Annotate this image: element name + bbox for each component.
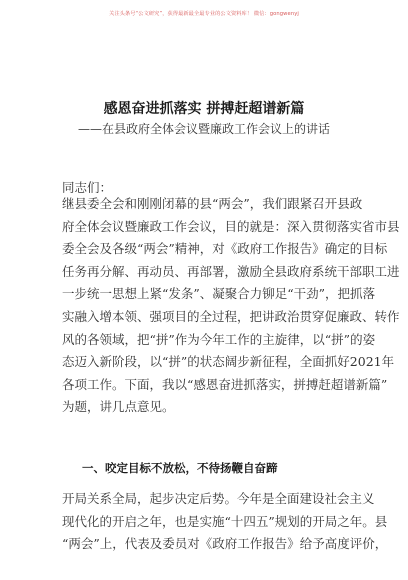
- paragraph-intro: [62, 193, 400, 419]
- document-subtitle: ——在县政府全体会议暨廉政工作会议上的讲话: [77, 122, 330, 136]
- document-title: 感恩奋进抓落实 拼搏赶超谱新篇: [103, 101, 305, 117]
- paragraph-line: 委全会及各级“两会”精神，对《政府工作报告》确定的目标: [62, 241, 388, 257]
- section-heading-1: 一、咬定目标不放松，不待扬鞭自奋蹄: [82, 461, 278, 475]
- paragraph-line: 府全体会议暨廉政工作会议，目的就是：深入贯彻落实省市县: [62, 218, 400, 234]
- paragraph-section-1: [62, 488, 388, 556]
- salutation: 同志们：: [62, 180, 113, 195]
- paragraph-line: 继县委全会和刚刚闭幕的县“两会”，我们跟紧召开县政: [62, 196, 363, 211]
- paragraph-line: 一步统一思想上紧“发条”、凝聚合力铆足“干劲”，把抓落: [62, 286, 376, 302]
- paragraph-line: 风的各领域，把“拼”作为今年工作的主旋律，以“拼”的姿: [62, 331, 376, 347]
- paragraph-line: 实融入增本领、强项目的全过程，把讲政治贯穿促廉政、转作: [62, 308, 400, 324]
- paragraph-line: “两会”上，代表及委员对《政府工作报告》给予高度评价，: [62, 536, 388, 552]
- promo-banner: 关注头条号“公文研究”，获得最新最全最专业的公文资料库！ 微信：gongwenyj: [109, 11, 299, 17]
- paragraph-line: 任务再分解、再动员、再部署，激励全县政府系统干部职工进: [62, 263, 400, 279]
- paragraph-line: 开局关系全局，起步决定后势。今年是全面建设社会主义: [62, 491, 375, 506]
- paragraph-line: 为题，讲几点意见。: [62, 399, 175, 415]
- paragraph-line: 现代化的开启之年，也是实施“十四五”规划的开局之年。县: [62, 513, 388, 529]
- paragraph-line: 态迈入新阶段，以“拼”的状态阔步新征程，全面抓好2021年: [62, 354, 395, 370]
- paragraph-line: 各项工作。下面，我以“感恩奋进抓落实，拼搏赶超谱新篇”: [62, 376, 388, 392]
